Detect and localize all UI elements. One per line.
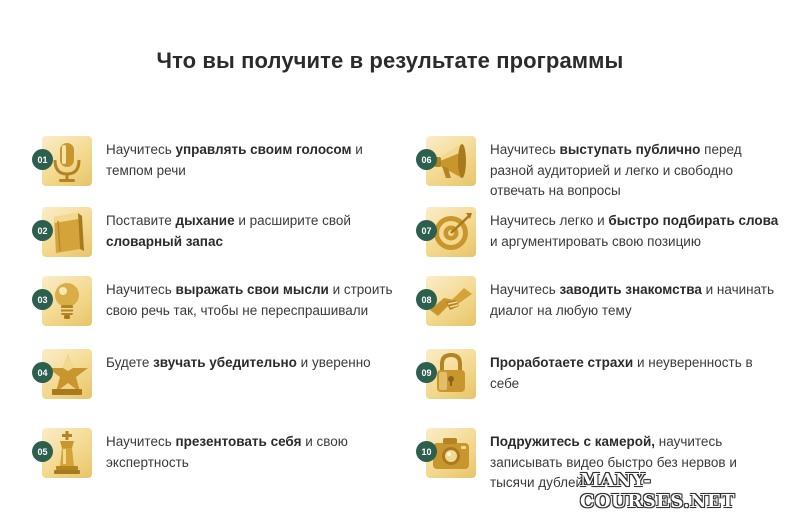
item-text bbox=[106, 432, 406, 473]
item-text-bold: выступать публично bbox=[559, 142, 701, 157]
item-text bbox=[106, 140, 406, 181]
item-text bbox=[106, 211, 406, 252]
item-text-regular: Научитесь bbox=[490, 142, 560, 157]
benefit-item-3 bbox=[32, 276, 393, 328]
item-text-regular: Научитесь bbox=[106, 142, 176, 157]
item-text bbox=[490, 140, 780, 202]
item-text-regular: Научитесь bbox=[490, 282, 560, 297]
benefit-item-1 bbox=[32, 136, 372, 188]
item-number-badge: 05 bbox=[32, 441, 53, 462]
item-text-bold: дыхание bbox=[175, 213, 235, 228]
item-number-badge: 08 bbox=[416, 289, 437, 310]
item-text-regular: и неуверенность в себе bbox=[490, 355, 753, 391]
item-text bbox=[106, 280, 406, 321]
item-text-bold: выражать свои мысли bbox=[175, 282, 329, 297]
item-number-badge: 03 bbox=[32, 289, 53, 310]
item-number-badge: 06 bbox=[416, 149, 437, 170]
item-text-bold: презентовать себя bbox=[175, 434, 302, 449]
item-text bbox=[106, 353, 406, 374]
item-text-regular: Научитесь bbox=[106, 434, 176, 449]
item-text-regular: Будете bbox=[106, 355, 154, 370]
benefit-item-5 bbox=[32, 428, 372, 480]
benefit-item-8 bbox=[416, 276, 786, 328]
item-text bbox=[490, 280, 780, 321]
item-number-badge: 02 bbox=[32, 220, 53, 241]
benefit-item-4 bbox=[32, 349, 372, 401]
item-text-regular: и начинать диалог на любую тему bbox=[490, 282, 775, 318]
item-text-regular: и расширите свой bbox=[234, 213, 351, 228]
item-text-bold: управлять своим голосом bbox=[175, 142, 352, 157]
benefit-item-2 bbox=[32, 207, 372, 259]
item-text-bold: Проработаете страхи bbox=[490, 355, 634, 370]
item-text-regular: Научитесь bbox=[106, 282, 176, 297]
item-number-badge: 01 bbox=[32, 149, 53, 170]
item-text-regular: и аргументировать свою позицию bbox=[490, 233, 701, 249]
item-text-regular: Научитесь легко и bbox=[490, 213, 609, 228]
item-text-regular: и свою экспертность bbox=[106, 434, 348, 470]
benefit-item-9 bbox=[416, 349, 786, 401]
item-text-regular: перед разной аудиторией и легко и свободно отвечать на вопросы bbox=[490, 142, 742, 198]
item-text-regular: и строить свою речь так, чтобы не переспрашивали bbox=[106, 282, 393, 318]
benefit-item-7 bbox=[416, 207, 786, 259]
watermark-text: MANY-COURSES.NET bbox=[580, 470, 736, 512]
item-text-regular: научитесь записывать видео быстро без нервов и тысячи дублей bbox=[490, 434, 737, 490]
item-text-bold: заводить знакомства bbox=[559, 282, 702, 297]
item-text-bold: Подружитесь с камерой, bbox=[490, 434, 656, 449]
item-text-regular: и темпом речи bbox=[106, 142, 363, 178]
item-number-badge: 10 bbox=[416, 441, 437, 462]
item-text-bold: звучать убедительно bbox=[153, 355, 297, 370]
item-text bbox=[490, 353, 780, 394]
item-number-badge: 04 bbox=[32, 362, 53, 383]
page-title: Что вы получите в результате программы bbox=[156, 48, 624, 73]
benefit-item-6 bbox=[416, 136, 786, 198]
item-text bbox=[490, 211, 780, 252]
item-text-regular: Поставите bbox=[106, 213, 176, 228]
item-text-bold: быстро подбирать слова bbox=[608, 213, 779, 228]
item-number-badge: 07 bbox=[416, 220, 437, 241]
item-text-bold: словарный запас bbox=[106, 233, 223, 249]
item-number-badge: 09 bbox=[416, 362, 437, 383]
item-text-regular: и уверенно bbox=[296, 355, 371, 370]
